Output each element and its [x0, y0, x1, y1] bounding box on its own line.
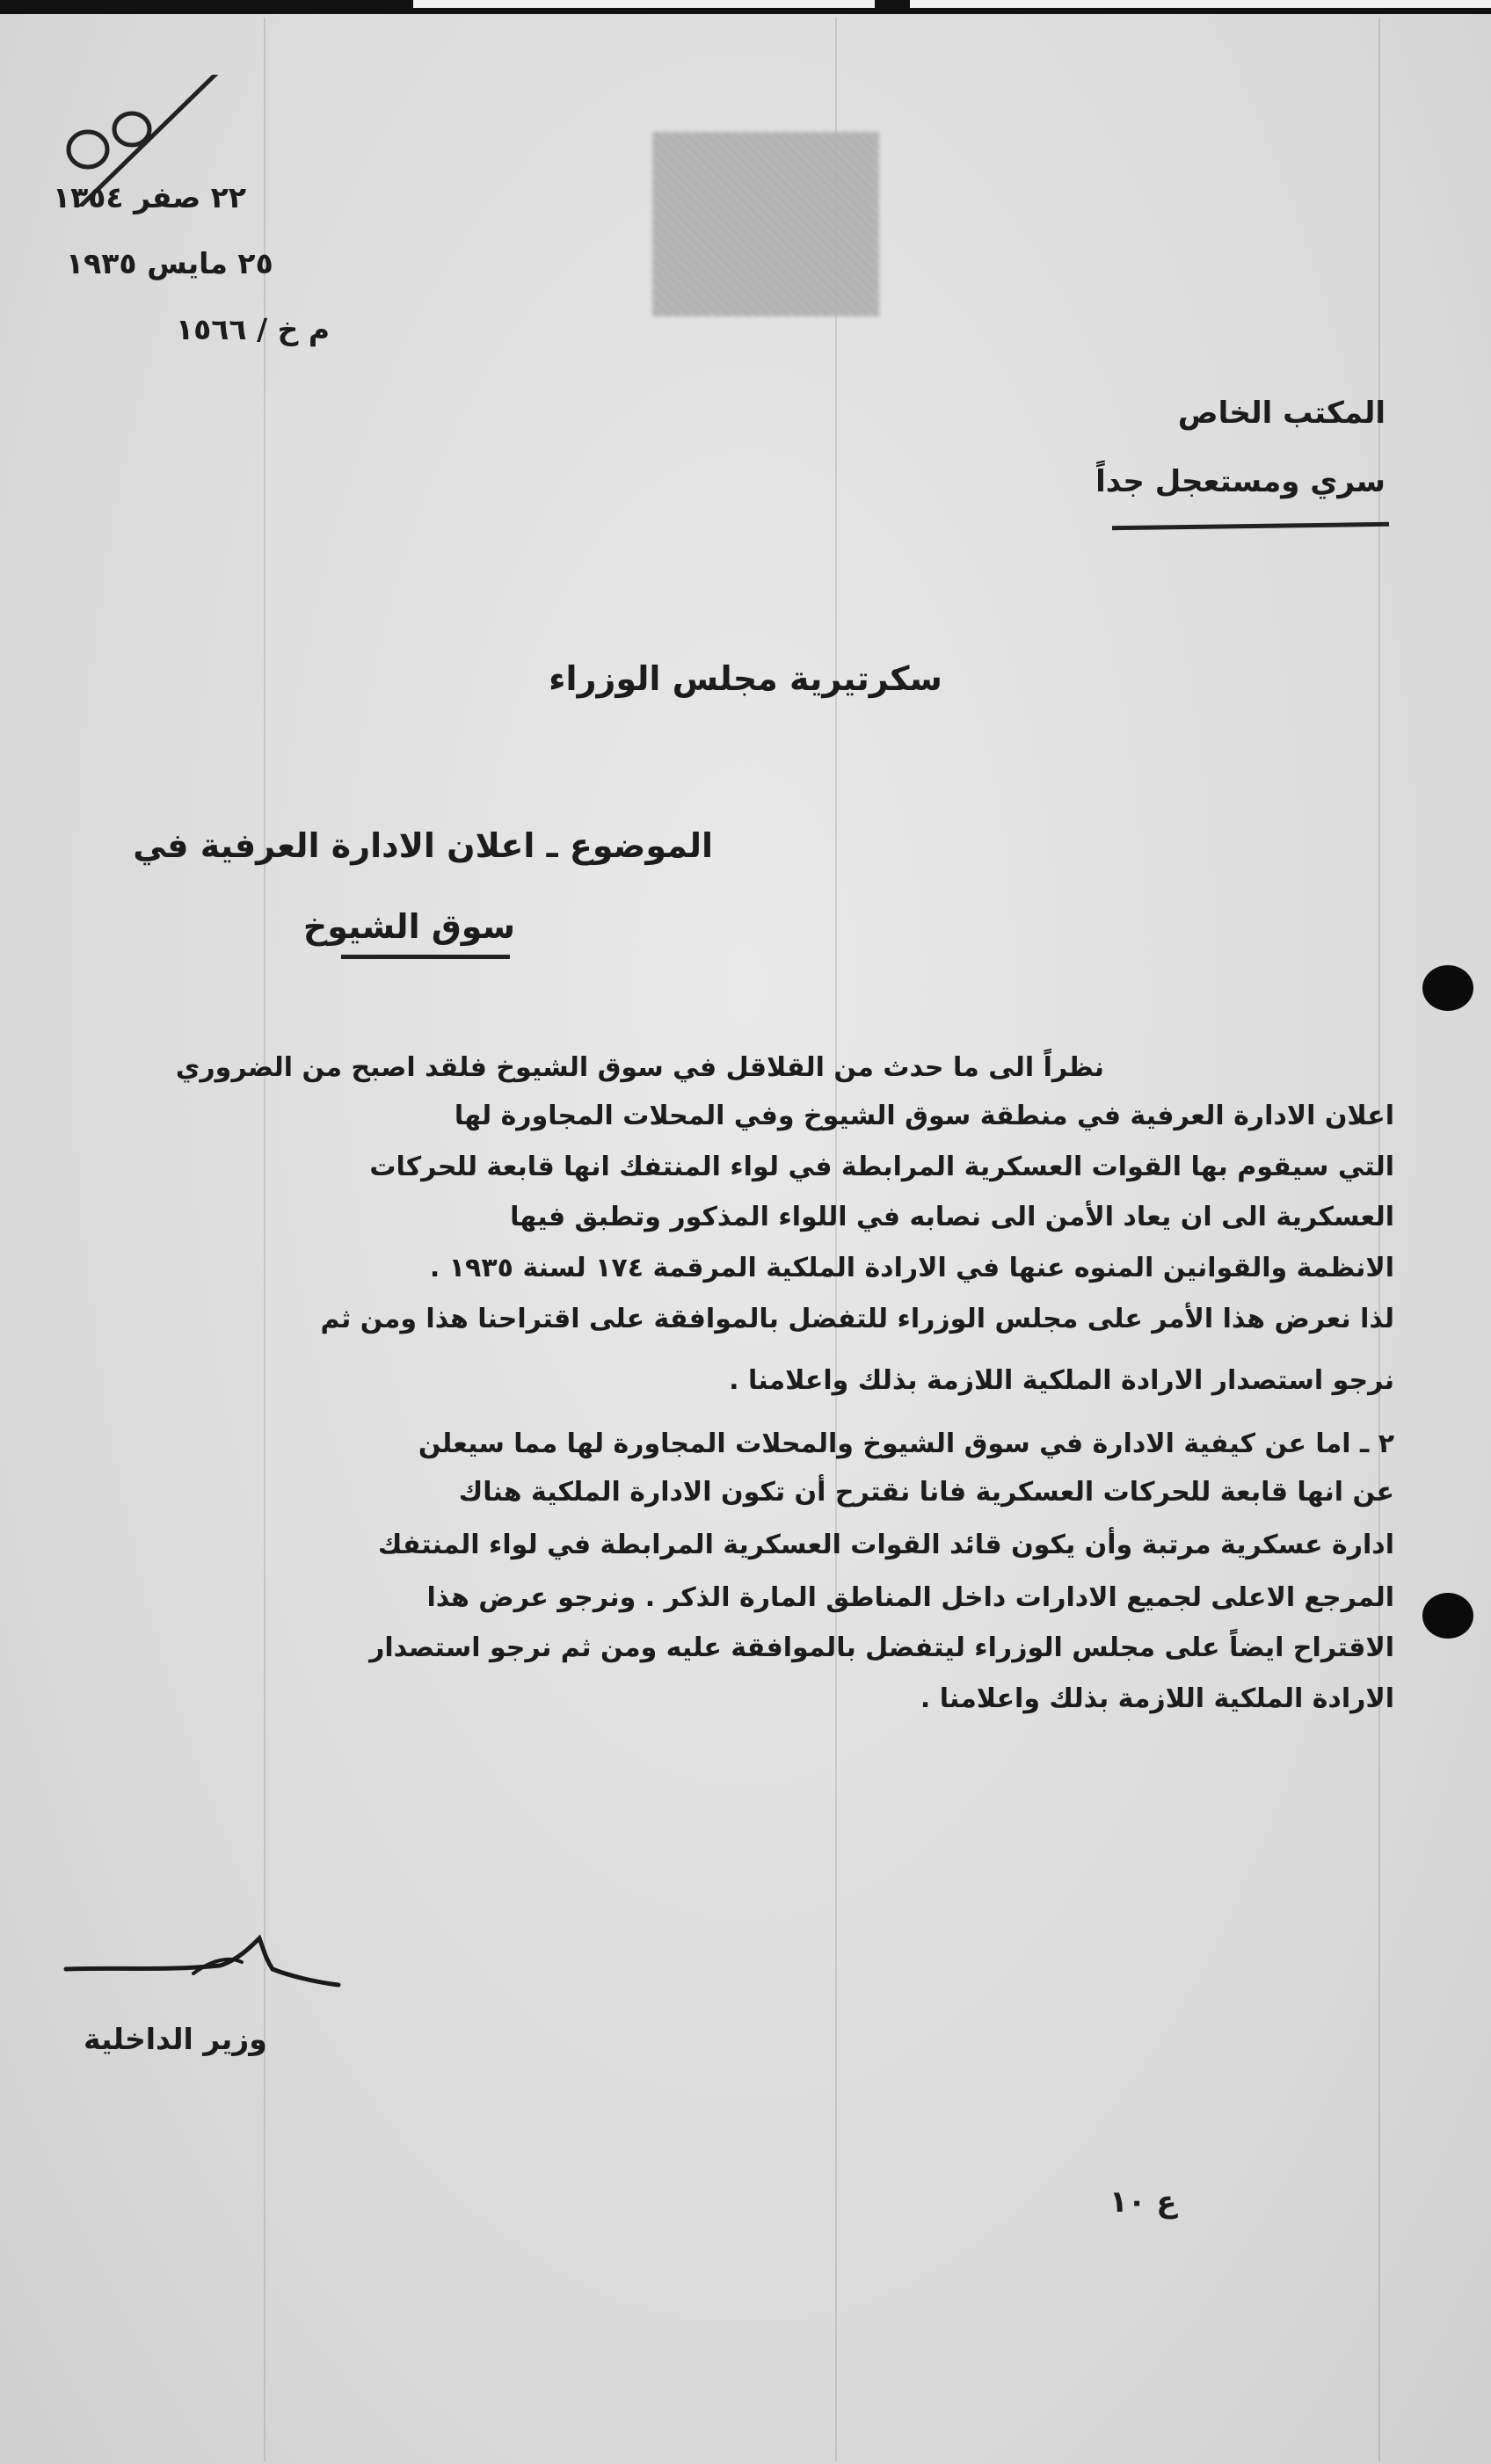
- scan-top-gap: [413, 0, 1491, 8]
- classification-label: سري ومستعجل جداً: [1095, 464, 1386, 499]
- body-line: ٢ ـ اما عن كيفية الادارة في سوق الشيوخ والمحلات المجاورة لها مما سيعلن: [418, 1428, 1394, 1459]
- hijri-date: ٢٢ صفر ١٣٥٤: [53, 180, 247, 214]
- body-line: نظراً الى ما حدث من القلاقل في سوق الشيوخ فلقد اصبح من الضروري: [175, 1052, 1104, 1083]
- fold-line: [264, 18, 265, 2461]
- page-number: ع ١٠: [1109, 2184, 1177, 2220]
- handwritten-signature: [62, 1934, 343, 2013]
- subject-line-2: سوق الشيوخ: [302, 907, 515, 946]
- addressee: سكرتيرية مجلس الوزراء: [549, 659, 942, 698]
- gregorian-date: ٢٥ مايس ١٩٣٥: [66, 246, 273, 280]
- body-line: الاقتراح ايضاً على مجلس الوزراء ليتفضل بالموافقة عليه ومن ثم نرجو استصدار: [369, 1632, 1394, 1663]
- body-line: العسكرية الى ان يعاد الأمن الى نصابه في اللواء المذكور وتطبق فيها: [510, 1202, 1394, 1232]
- office-heading: المكتب الخاص: [1177, 396, 1386, 431]
- subject-line-1: الموضوع ـ اعلان الادارة العرفية في: [133, 826, 713, 865]
- file-number: م خ / ١٥٦٦: [176, 312, 331, 346]
- redacted-stamp: [652, 132, 879, 316]
- fold-line: [1378, 18, 1380, 2461]
- body-line: المرجع الاعلى لجميع الادارات داخل المناطق المارة الذكر . ونرجو عرض هذا: [426, 1582, 1394, 1613]
- body-line: نرجو استصدار الارادة الملكية اللازمة بذلك واعلامنا .: [729, 1365, 1394, 1396]
- body-line: عن انها قابعة للحركات العسكرية فانا نقترح أن تكون الادارة الملكية هناك: [458, 1477, 1394, 1508]
- body-line: لذا نعرض هذا الأمر على مجلس الوزراء للتفضل بالموافقة على اقتراحنا هذا ومن ثم: [320, 1304, 1394, 1334]
- subject-underline: [341, 955, 510, 959]
- punch-hole: [1422, 1593, 1473, 1639]
- scan-top-notch: [875, 0, 910, 8]
- body-line: ادارة عسكرية مرتبة وأن يكون قائد القوات العسكرية المرابطة في لواء المنتفك: [377, 1530, 1394, 1560]
- body-line: الانظمة والقوانين المنوه عنها في الارادة الملكية المرقمة ١٧٤ لسنة ١٩٣٥ .: [429, 1253, 1394, 1283]
- fold-line: [835, 18, 837, 2461]
- body-line: الارادة الملكية اللازمة بذلك واعلامنا .: [920, 1683, 1394, 1714]
- punch-hole: [1422, 965, 1473, 1011]
- classification-underline: [1112, 522, 1389, 530]
- signatory-title: وزير الداخلية: [84, 2022, 267, 2056]
- body-line: التي سيقوم بها القوات العسكرية المرابطة في لواء المنتفك انها قابعة للحركات: [369, 1152, 1394, 1182]
- body-line: اعلان الادارة العرفية في منطقة سوق الشيوخ وفي المحلات المجاورة لها: [454, 1101, 1394, 1131]
